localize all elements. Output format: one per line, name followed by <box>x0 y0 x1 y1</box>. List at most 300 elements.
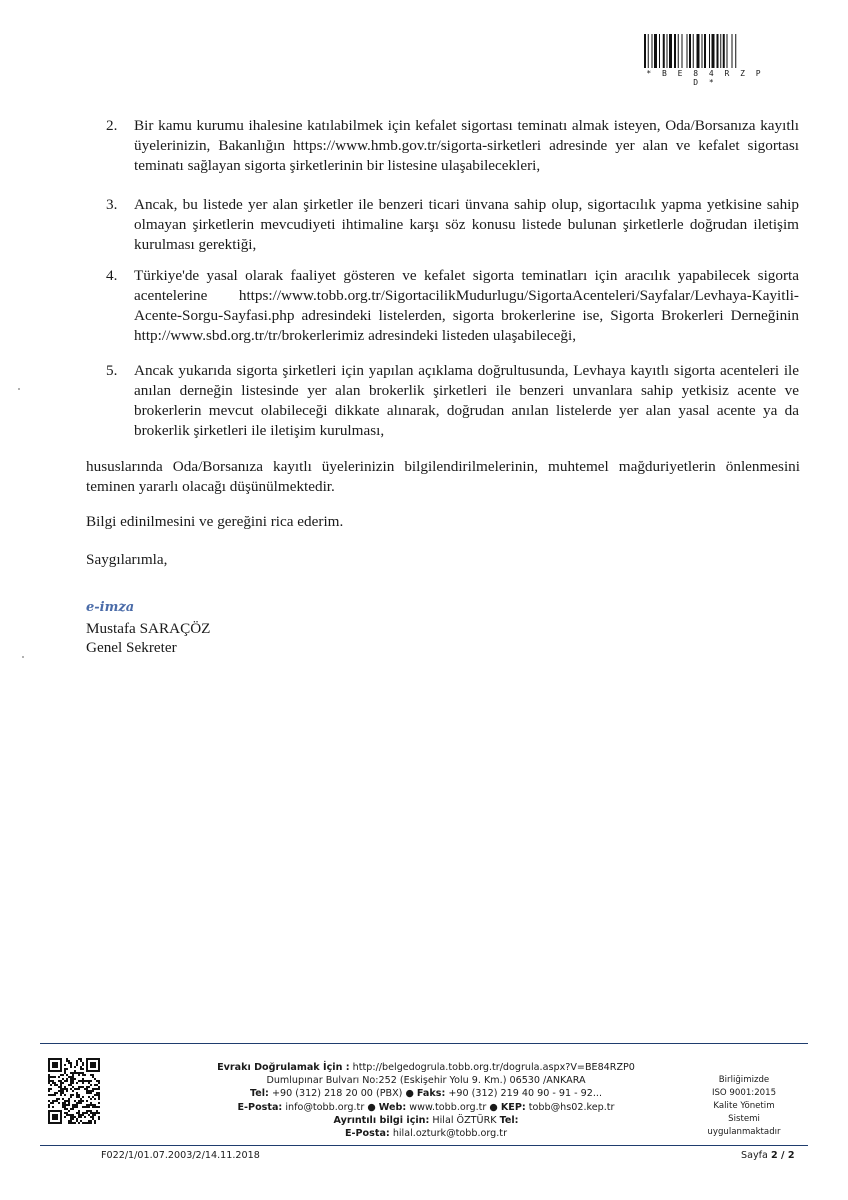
contact-email-link[interactable]: hilal.ozturk@tobb.org.tr <box>392 1128 508 1140</box>
verify-label: Evrakı Doğrulamak İçin : <box>217 1062 350 1073</box>
kep-label: KEP: <box>500 1101 526 1113</box>
qr-module <box>90 1080 92 1082</box>
phone-line <box>186 1087 666 1100</box>
bullet-icon: ● <box>367 1101 376 1113</box>
qr-module <box>68 1084 70 1086</box>
barcode-bar <box>712 34 715 68</box>
verify-line <box>186 1061 666 1074</box>
qr-module <box>92 1096 94 1098</box>
qr-module <box>82 1082 84 1084</box>
barcode-bar <box>723 34 725 68</box>
web-label: Web: <box>378 1101 407 1113</box>
qr-module <box>80 1060 82 1062</box>
qr-module <box>66 1060 68 1062</box>
qr-module <box>86 1090 88 1092</box>
qr-module <box>50 1080 52 1082</box>
request-paragraph: Bilgi edinilmesini ve gereğini rica ederim. <box>86 513 344 530</box>
closing-paragraph: hususlarında Oda/Borsanıza kayıtlı üyelerinizin bilgilendirilmelerinin, muhtemel mağduriyetlerin önlenmesini teminen yararlı olacağı düşünülmektedir. <box>86 458 800 495</box>
qr-module <box>70 1116 72 1118</box>
footer-divider-top <box>40 1043 808 1044</box>
qr-module <box>52 1106 54 1108</box>
qr-module <box>80 1102 82 1104</box>
qr-module <box>82 1106 84 1108</box>
iso-line: uygulanmaktadır <box>707 1127 781 1137</box>
footer-address: Dumlupınar Bulvarı No:252 (Eskişehir Yolu 9. Km.) 06530 /ANKARA <box>266 1075 586 1087</box>
qr-module <box>70 1118 72 1120</box>
kep-value: tobb@hs02.kep.tr <box>528 1101 615 1113</box>
qr-module <box>80 1098 82 1100</box>
qr-module <box>72 1094 74 1096</box>
barcode-bar <box>702 34 703 68</box>
qr-module <box>70 1114 72 1116</box>
barcode-bar <box>735 34 736 68</box>
qr-module <box>68 1120 70 1122</box>
barcode-bar <box>689 34 691 68</box>
qr-module <box>82 1068 84 1070</box>
qr-module <box>70 1094 72 1096</box>
qr-module <box>92 1114 94 1116</box>
qr-module <box>84 1122 86 1124</box>
qr-module <box>78 1080 80 1082</box>
qr-module <box>92 1088 94 1090</box>
qr-module <box>66 1108 68 1110</box>
qr-module <box>98 1082 100 1084</box>
qr-module <box>76 1118 78 1120</box>
qr-module <box>56 1098 58 1100</box>
qr-module <box>98 1102 100 1104</box>
qr-module <box>52 1082 54 1084</box>
qr-module <box>78 1074 80 1076</box>
barcode-bar <box>669 34 672 68</box>
qr-module <box>82 1122 84 1124</box>
qr-module <box>64 1086 66 1088</box>
qr-module <box>66 1080 68 1082</box>
qr-module <box>76 1092 78 1094</box>
contact-label: Ayrıntılı bilgi için: <box>333 1114 430 1126</box>
qr-module <box>88 1096 90 1098</box>
contact-tel-label: Tel: <box>499 1114 519 1126</box>
qr-module <box>82 1096 84 1098</box>
list-item-number: 3. <box>106 196 118 213</box>
qr-module <box>94 1104 96 1106</box>
qr-module <box>84 1116 86 1118</box>
qr-module <box>90 1110 92 1112</box>
fax-value: +90 (312) 219 40 90 - 91 - 92... <box>448 1088 603 1100</box>
qr-module <box>68 1104 70 1106</box>
qr-module <box>76 1062 78 1064</box>
qr-module <box>80 1066 82 1068</box>
qr-module <box>64 1112 66 1114</box>
qr-module <box>58 1090 60 1092</box>
qr-module <box>70 1066 72 1068</box>
qr-module <box>86 1104 88 1106</box>
qr-module <box>54 1082 56 1084</box>
qr-module <box>74 1104 76 1106</box>
qr-module <box>52 1076 54 1078</box>
qr-module <box>88 1082 90 1084</box>
qr-module <box>96 1112 98 1114</box>
barcode-bar <box>717 34 719 68</box>
qr-module <box>98 1116 100 1118</box>
qr-module <box>52 1114 58 1120</box>
qr-module <box>78 1094 80 1096</box>
qr-module <box>68 1122 70 1124</box>
qr-module <box>78 1086 80 1088</box>
qr-module <box>70 1064 72 1066</box>
qr-module <box>90 1104 92 1106</box>
qr-module <box>60 1088 62 1090</box>
qr-module <box>76 1072 78 1074</box>
qr-module <box>72 1116 74 1118</box>
qr-module <box>76 1104 78 1106</box>
qr-module <box>86 1088 88 1090</box>
qr-module <box>98 1118 100 1120</box>
qr-module <box>56 1084 58 1086</box>
qr-module <box>80 1120 82 1122</box>
qr-module <box>78 1088 80 1090</box>
qr-module <box>78 1116 80 1118</box>
qr-module <box>48 1094 50 1096</box>
list-item-4 <box>106 266 799 346</box>
qr-module <box>68 1110 70 1112</box>
qr-module <box>56 1092 58 1094</box>
page-number <box>741 1150 795 1161</box>
qr-module <box>70 1082 72 1084</box>
barcode-bar <box>648 34 649 68</box>
qr-module <box>64 1106 66 1108</box>
qr-module <box>68 1100 70 1102</box>
qr-module <box>74 1106 76 1108</box>
qr-module <box>90 1122 92 1124</box>
iso-line: ISO 9001:2015 <box>711 1088 777 1098</box>
qr-module <box>74 1122 76 1124</box>
qr-module <box>96 1092 98 1094</box>
qr-module <box>72 1086 74 1088</box>
qr-module <box>90 1120 92 1122</box>
qr-module <box>84 1074 86 1076</box>
qr-module <box>64 1070 66 1072</box>
qr-module <box>54 1084 56 1086</box>
qr-module <box>88 1110 90 1112</box>
qr-module <box>96 1080 98 1082</box>
qr-module <box>90 1102 92 1104</box>
contact-email-label: E-Posta: <box>344 1128 390 1140</box>
qr-module <box>66 1078 68 1080</box>
qr-module <box>64 1064 66 1066</box>
qr-module <box>58 1102 60 1104</box>
email-link[interactable]: info@tobb.org.tr <box>285 1101 365 1113</box>
bullet-icon: ● <box>489 1101 498 1113</box>
qr-module <box>72 1072 74 1074</box>
qr-module <box>52 1094 54 1096</box>
qr-module <box>64 1108 66 1110</box>
qr-module <box>96 1088 98 1090</box>
qr-module <box>70 1120 72 1122</box>
verify-link[interactable]: http://belgedogrula.tobb.org.tr/dogrula.aspx?V=BE84RZP0 <box>352 1062 635 1073</box>
qr-module <box>88 1104 90 1106</box>
qr-module <box>88 1092 90 1094</box>
qr-module <box>48 1074 50 1076</box>
qr-module <box>52 1100 54 1102</box>
iso-certification-note <box>706 1074 782 1139</box>
qr-module <box>72 1114 74 1116</box>
barcode-bar <box>720 34 721 68</box>
qr-module <box>74 1078 76 1080</box>
qr-module <box>68 1060 70 1062</box>
qr-module <box>98 1098 100 1100</box>
qr-module <box>48 1106 50 1108</box>
qr-module <box>86 1122 88 1124</box>
qr-module <box>94 1078 96 1080</box>
qr-module <box>76 1094 78 1096</box>
barcode-bar <box>687 34 688 68</box>
qr-module <box>54 1092 56 1094</box>
iso-line: Sistemi <box>728 1114 760 1124</box>
list-item-3 <box>106 195 799 255</box>
web-link[interactable]: www.tobb.org.tr <box>409 1101 487 1113</box>
qr-module <box>88 1086 90 1088</box>
qr-module <box>74 1100 76 1102</box>
qr-module <box>62 1106 64 1108</box>
qr-module <box>98 1106 100 1108</box>
qr-module <box>62 1102 64 1104</box>
qr-module <box>62 1082 64 1084</box>
qr-module <box>82 1112 84 1114</box>
qr-module <box>64 1068 66 1070</box>
qr-module <box>76 1120 78 1122</box>
qr-module <box>64 1116 66 1118</box>
qr-module <box>96 1106 98 1108</box>
barcode-bar <box>652 34 653 68</box>
qr-module <box>88 1122 90 1124</box>
qr-module <box>62 1074 64 1076</box>
qr-module <box>92 1074 94 1076</box>
qr-module <box>70 1062 72 1064</box>
qr-module <box>82 1114 84 1116</box>
qr-module <box>96 1094 98 1096</box>
qr-module <box>72 1076 74 1078</box>
barcode-bar <box>654 34 657 68</box>
qr-module <box>66 1114 68 1116</box>
qr-module <box>72 1078 74 1080</box>
qr-module <box>60 1074 62 1076</box>
web-line <box>186 1101 666 1114</box>
list-item-text: Türkiye'de yasal olarak faaliyet gösteren ve kefalet sigorta teminatları için aracılık yapabilecek sigorta acentelerine https://www.tobb.org.tr/SigortacilikMudurlugu/SigortaAcenteleri/Sayfalar/Levhaya-Kayitli-Acente-Sorgu-Sayfasi.php adresindeki listelerden, sigorta brokerlerine ise, Sigorta Brokerleri Derneğinin http://www.sbd.org.tr/tr/brokerlerimiz adresindeki listeden ulaşabileceği, <box>134 267 799 344</box>
footer-contact-block <box>186 1061 666 1140</box>
qr-module <box>86 1092 88 1094</box>
barcode-bar <box>644 34 646 68</box>
qr-module <box>78 1112 80 1114</box>
qr-module <box>94 1122 96 1124</box>
qr-module <box>80 1114 82 1116</box>
qr-module <box>92 1090 94 1092</box>
qr-module <box>92 1118 94 1120</box>
qr-module <box>76 1112 78 1114</box>
qr-module <box>48 1100 50 1102</box>
list-item-2 <box>106 116 799 176</box>
qr-module <box>88 1106 90 1108</box>
qr-module <box>50 1088 52 1090</box>
qr-module <box>90 1062 96 1068</box>
regards-text: Saygılarımla, <box>86 551 168 568</box>
iso-line: Birliğimizde <box>718 1075 770 1085</box>
qr-module <box>98 1086 100 1088</box>
qr-module <box>64 1094 66 1096</box>
barcode-bar <box>674 34 676 68</box>
qr-module <box>72 1108 74 1110</box>
qr-module <box>98 1096 100 1098</box>
qr-module <box>86 1086 88 1088</box>
qr-module <box>98 1112 100 1114</box>
barcode-bar <box>663 34 665 68</box>
qr-module <box>90 1098 92 1100</box>
qr-module <box>84 1088 86 1090</box>
list-item-text: Ancak yukarıda sigorta şirketleri için yapılan açıklama doğrultusunda, Levhaya kayıtlı sigorta acenteleri ile anılan derneğin listesinde yer alan brokerlik şirketleri ile benzeri unvanlara sahip yetkisiz acente ve brokerlerin mevcut olabileceği dikkate alınarak, doğrudan anılan listelerde yer alan yasal acente ya da brokerlik şirketleri ile iletişim kurulması, <box>134 362 799 439</box>
qr-module <box>66 1058 68 1060</box>
barcode-bar <box>732 34 733 68</box>
qr-module <box>54 1094 56 1096</box>
qr-module <box>72 1080 74 1082</box>
barcode-bar <box>727 34 728 68</box>
qr-module <box>90 1092 92 1094</box>
qr-module <box>80 1072 82 1074</box>
qr-module <box>92 1116 94 1118</box>
qr-module <box>78 1110 80 1112</box>
qr-module <box>86 1112 88 1114</box>
qr-module <box>74 1116 76 1118</box>
qr-module <box>94 1112 96 1114</box>
qr-module <box>82 1100 84 1102</box>
list-item-text: Bir kamu kurumu ihalesine katılabilmek için kefalet sigortası teminatı almak isteyen, Oda/Borsanıza kayıtlı üyelerinizin, Bakanlığın https://www.hmb.gov.tr/sigorta-sirketleri adresinde yer alan ve kefalet sigortası teminatı sağlayan sigorta şirketlerinin bir listesine ulaşabilecekleri, <box>134 117 799 174</box>
qr-module <box>72 1074 74 1076</box>
qr-module <box>88 1114 90 1116</box>
qr-module <box>74 1070 76 1072</box>
barcode-bar <box>659 34 660 68</box>
qr-module <box>92 1112 94 1114</box>
qr-module <box>62 1098 64 1100</box>
qr-module <box>88 1120 90 1122</box>
qr-module <box>76 1060 78 1062</box>
qr-module <box>48 1104 50 1106</box>
barcode-bar <box>678 34 679 68</box>
list-item-number: 5. <box>106 362 118 379</box>
signer-name: Mustafa SARAÇÖZ <box>86 620 211 637</box>
qr-module <box>86 1080 88 1082</box>
qr-module <box>90 1112 92 1114</box>
qr-module <box>68 1114 70 1116</box>
qr-module <box>62 1078 64 1080</box>
iso-line: Kalite Yönetim <box>713 1101 775 1111</box>
qr-module <box>60 1086 62 1088</box>
qr-module <box>64 1080 66 1082</box>
page-label: Sayfa <box>741 1150 768 1161</box>
qr-module <box>80 1100 82 1102</box>
tel-value: +90 (312) 218 20 00 (PBX) <box>271 1088 403 1100</box>
qr-module <box>70 1088 72 1090</box>
qr-module <box>68 1062 70 1064</box>
qr-module <box>74 1066 76 1068</box>
qr-module <box>72 1104 74 1106</box>
qr-module <box>78 1114 80 1116</box>
qr-module <box>48 1090 50 1092</box>
qr-module <box>62 1104 64 1106</box>
list-item-number: 2. <box>106 117 118 134</box>
qr-module <box>70 1072 72 1074</box>
qr-module <box>62 1090 64 1092</box>
qr-module <box>64 1104 66 1106</box>
qr-module <box>98 1080 100 1082</box>
qr-module <box>72 1118 74 1120</box>
tel-label: Tel: <box>249 1088 269 1100</box>
qr-module <box>82 1086 84 1088</box>
qr-module <box>48 1082 50 1084</box>
qr-module <box>60 1080 62 1082</box>
qr-module <box>74 1072 76 1074</box>
qr-module <box>66 1068 68 1070</box>
e-signature-mark: e-imza <box>86 600 135 615</box>
qr-module <box>54 1076 56 1078</box>
bullet-icon: ● <box>405 1088 414 1100</box>
qr-module <box>72 1106 74 1108</box>
qr-module <box>78 1100 80 1102</box>
qr-module <box>64 1102 66 1104</box>
qr-module <box>48 1088 50 1090</box>
qr-module <box>76 1088 78 1090</box>
qr-module <box>82 1072 84 1074</box>
barcode-bar <box>709 34 710 68</box>
qr-module <box>70 1076 72 1078</box>
qr-module <box>58 1098 60 1100</box>
qr-module <box>74 1088 76 1090</box>
qr-module <box>68 1098 70 1100</box>
barcode-bar <box>667 34 668 68</box>
qr-module <box>48 1080 50 1082</box>
list-item-text: Ancak, bu listede yer alan şirketler ile benzeri ticari ünvana sahip olup, sigortacılık yapma yetkisine sahip olmayan şirketlerin mevcudiyeti ihtimaline karşı söz konusu listede bulunan şirketlerle doğrudan iletişim kurulması gerektiği, <box>134 196 799 253</box>
form-code: F022/1/01.07.2003/2/14.11.2018 <box>101 1150 260 1161</box>
qr-module <box>94 1088 96 1090</box>
qr-module <box>66 1104 68 1106</box>
qr-module <box>90 1116 92 1118</box>
signer-title: Genel Sekreter <box>86 639 177 656</box>
qr-module <box>92 1104 94 1106</box>
qr-module <box>80 1080 82 1082</box>
qr-module <box>94 1084 96 1086</box>
qr-module <box>50 1084 52 1086</box>
qr-module <box>96 1110 98 1112</box>
qr-module <box>94 1114 96 1116</box>
qr-module <box>80 1058 82 1060</box>
qr-module <box>80 1086 82 1088</box>
qr-module <box>52 1062 58 1068</box>
qr-module <box>82 1078 84 1080</box>
qr-module <box>86 1110 88 1112</box>
qr-module <box>48 1078 50 1080</box>
qr-module <box>78 1058 80 1060</box>
qr-module <box>88 1090 90 1092</box>
qr-module <box>58 1086 60 1088</box>
qr-module <box>72 1082 74 1084</box>
footer-divider-bottom <box>40 1145 808 1146</box>
qr-module <box>52 1080 54 1082</box>
qr-module <box>80 1068 82 1070</box>
qr-module <box>70 1080 72 1082</box>
qr-module <box>92 1076 94 1078</box>
qr-module <box>84 1080 86 1082</box>
qr-module <box>72 1090 74 1092</box>
qr-module <box>98 1092 100 1094</box>
qr-module <box>50 1102 52 1104</box>
barcode-bar <box>704 34 706 68</box>
